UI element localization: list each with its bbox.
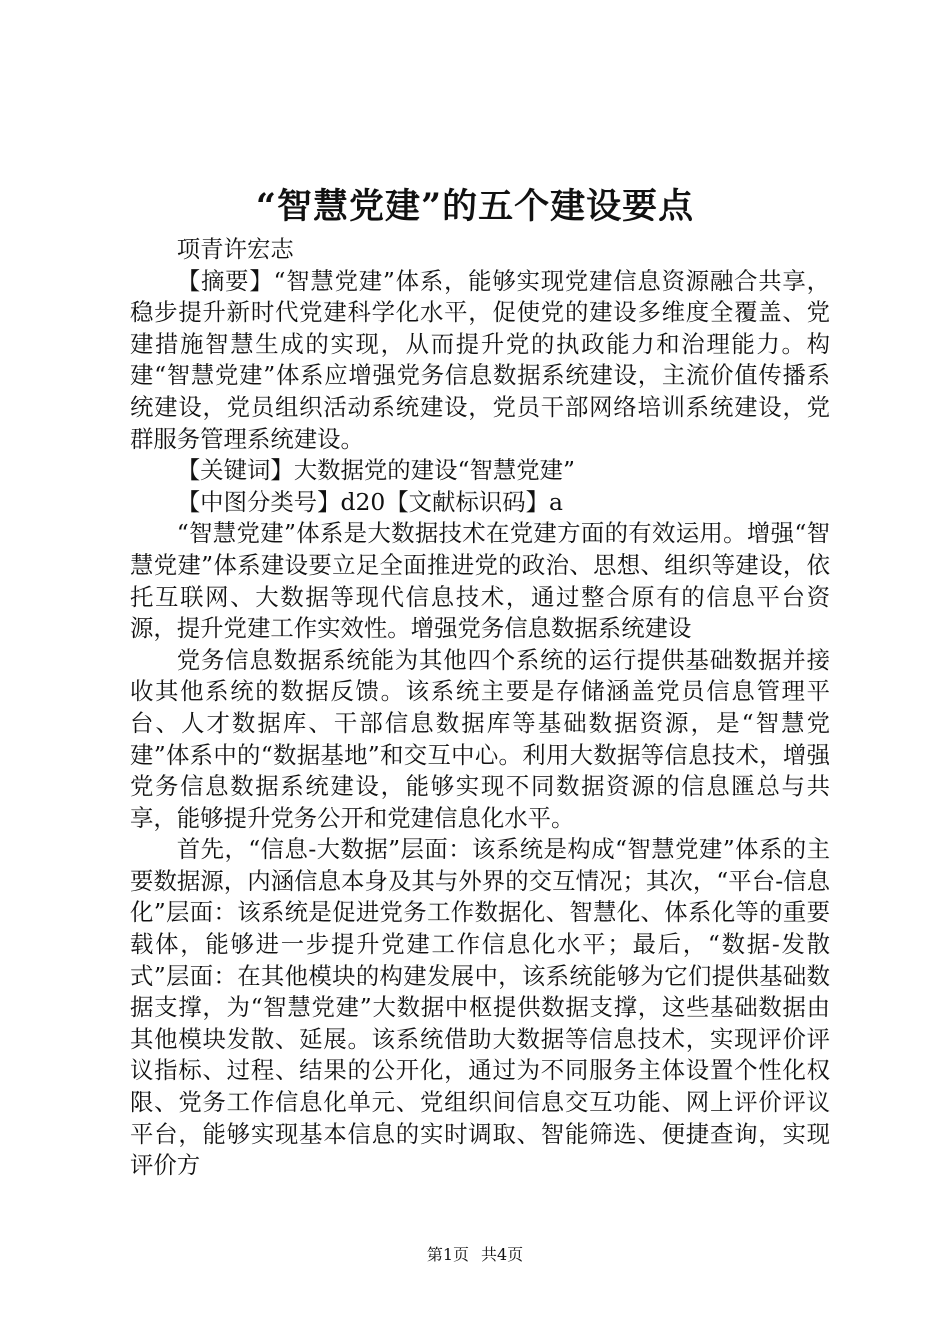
page-total: 共4页 bbox=[481, 1245, 524, 1264]
author-line: 项青许宏志 bbox=[176, 235, 294, 263]
document-title: “智慧党建”的五个建设要点 bbox=[255, 186, 695, 227]
page-number: 第1页 bbox=[426, 1245, 469, 1264]
page-footer bbox=[0, 1243, 950, 1267]
document-body bbox=[130, 234, 830, 1182]
abstract-paragraph: 【摘要】“智慧党建”体系，能够实现党建信息资源融合共享，稳步提升新时代党建科学化水平，促使党的建设多维度全覆盖、党建措施智慧生成的实现，从而提升党的执政能力和治理能力。构建“智慧党建”体系应增强党务信息数据系统建设，主流价值传播系统建设，党员组织活动系统建设，党员干部网络培训系统建设，党群服务管理系统建设。 bbox=[130, 266, 830, 453]
body-paragraph: 首先，“信息-大数据”层面：该系统是构成“智慧党建”体系的主要数据源，内涵信息本身及其与外界的交互情况；其次，“平台-信息化”层面：该系统是促进党务工作数据化、智慧化、体系化等的重要载体，能够进一步提升党建工作信息化水平；最后，“数据-发散式”层面：在其他模块的构建发展中，该系统能够为它们提供基础数据支撑，为“智慧党建”大数据中枢提供数据支撑，这些基础数据由其他模块发散、延展。该系统借助大数据等信息技术，实现评价评议指标、过程、结果的公开化，通过为不同服务主体设置个性化权限、党务工作信息化单元、党组织间信息交互功能、网上评价评议平台，能够实现基本信息的实时调取、智能筛选、便捷查询，实现评价方 bbox=[130, 835, 830, 1180]
classification-paragraph: 【中图分类号】d20【文献标识码】a bbox=[176, 487, 563, 516]
body-paragraph: “智慧党建”体系是大数据技术在党建方面的有效运用。增强“智慧党建”体系建设要立足全面推进党的政治、思想、组织等建设，依托互联网、大数据等现代信息技术，通过整合原有的信息平台资源，提升党建工作实效性。增强党务信息数据系统建设 bbox=[130, 519, 830, 643]
body-paragraph: 党务信息数据系统能为其他四个系统的运行提供基础数据并接收其他系统的数据反馈。该系统主要是存储涵盖党员信息管理平台、人才数据库、干部信息数据库等基础数据资源，是“智慧党建”体系中的“数据基地”和交互中心。利用大数据等信息技术，增强党务信息数据系统建设，能够实现不同数据资源的信息匯总与共享，能够提升党务公开和党建信息化水平。 bbox=[130, 645, 830, 832]
keywords-paragraph: 【关键词】大数据党的建设“智慧党建” bbox=[176, 456, 575, 485]
